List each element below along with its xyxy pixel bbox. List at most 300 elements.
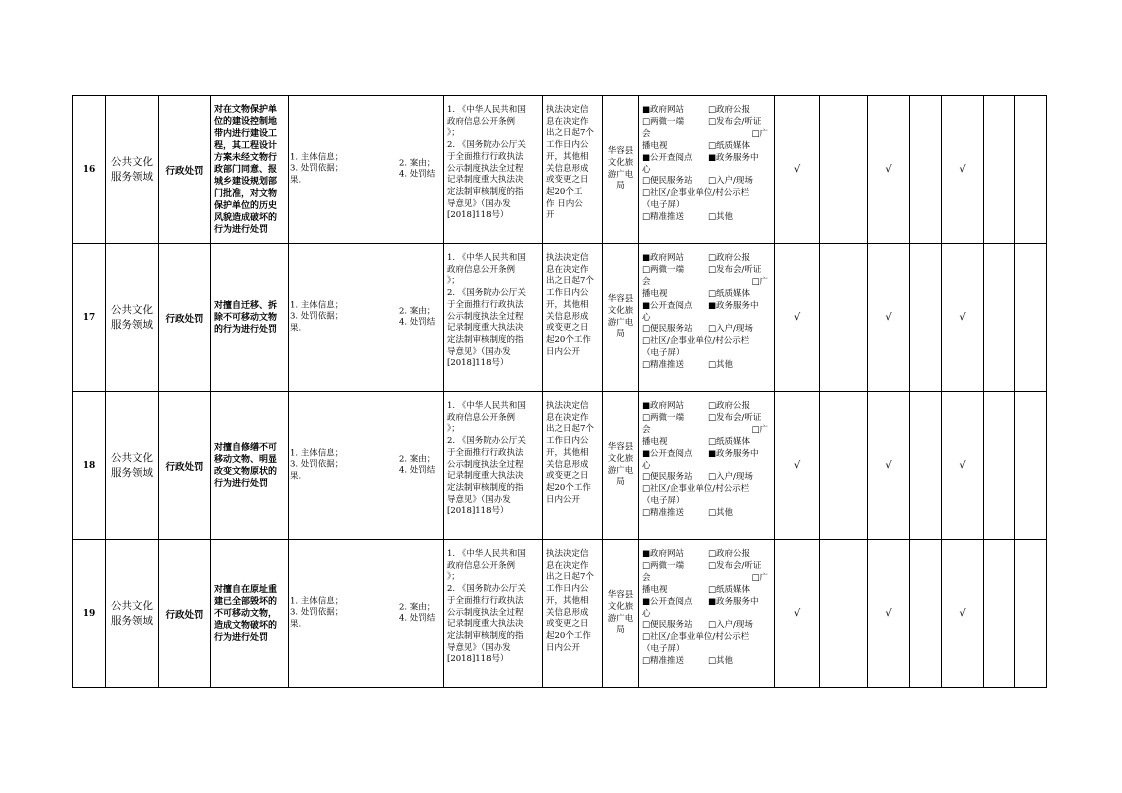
content-right — [399, 602, 435, 625]
time-line: 起20个工作 — [546, 334, 591, 345]
item-line: 风貌造成破坏的 — [214, 212, 278, 223]
check-cell — [1015, 244, 1047, 392]
channel-option: □发布会/听证 — [708, 116, 762, 127]
channel-option: （电子屏） — [642, 644, 685, 655]
channel-option: ■政府网站 — [642, 549, 685, 559]
content-line: 果. — [290, 619, 302, 630]
item-cell — [211, 392, 289, 540]
basis-line: 2. 《国务院办公厅关 — [447, 436, 526, 447]
row-number: 17 — [73, 244, 106, 392]
domain-line: 服务领域 — [111, 466, 153, 479]
subject-cell — [603, 540, 639, 688]
basis-line: 记录制度重大执法决 — [447, 471, 524, 482]
content-left — [290, 448, 343, 483]
time-line: 息在决定作 — [546, 264, 589, 275]
time-line: 日内公开 — [546, 642, 581, 653]
channel-option: □社区/企事业单位/村公示栏 — [642, 632, 750, 643]
content-cell — [289, 244, 444, 392]
channel-row — [642, 461, 772, 473]
subject-cell — [603, 244, 639, 392]
basis-line: 政府信息公开条例 — [447, 264, 516, 275]
content-line: 2. 案由； — [399, 305, 436, 316]
channel-row — [642, 413, 772, 425]
time-line: 工作日内公 — [546, 436, 589, 447]
content-line: 1. 主体信息； — [290, 595, 344, 606]
domain-line: 公共文化 — [111, 155, 153, 168]
subject-line: 华容县 — [607, 146, 634, 157]
time-line: 或变更之日 — [546, 619, 589, 630]
table-body — [73, 96, 1047, 688]
channel-option: ■公开查阅点 — [642, 300, 693, 311]
check-cell — [910, 96, 942, 244]
time-line: 日内公开 — [546, 346, 581, 357]
channel-row — [642, 336, 772, 348]
time-line: 开，其他相 — [546, 151, 589, 162]
time-line: 息在决定作 — [546, 116, 589, 127]
channel-option: □其他 — [708, 360, 734, 371]
domain-cell — [106, 244, 159, 392]
check-cell: √ — [868, 244, 910, 392]
item-line: 行为进行处罚 — [214, 632, 269, 643]
channel-row — [642, 165, 772, 177]
channel-row — [642, 313, 772, 325]
check-cell: √ — [775, 540, 820, 688]
channel-option: □精准推送 — [642, 360, 685, 371]
check-cell: √ — [868, 540, 910, 688]
item-line: 程，其工程设计 — [214, 140, 278, 151]
basis-line: 公示制度执法全过程 — [447, 607, 524, 618]
basis-line: 2. 《国务院办公厅关 — [447, 584, 526, 595]
channel-option: 播电视 — [642, 140, 668, 151]
basis-cell — [444, 96, 543, 244]
time-line: 工作日内公 — [546, 140, 589, 151]
time-limit-cell — [543, 244, 603, 392]
item-line: 政部门同意、报 — [214, 164, 278, 175]
time-line: 开，其他相 — [546, 299, 589, 310]
channel-list — [642, 253, 772, 372]
item-line: 带内进行建设工 — [214, 128, 278, 139]
subject-line: 局 — [616, 625, 625, 636]
basis-line: 》； — [447, 128, 460, 139]
check-cell — [1015, 392, 1047, 540]
time-limit-cell — [543, 392, 603, 540]
channel-option: □纸质媒体 — [708, 436, 751, 447]
content-line: 1. 主体信息； — [290, 447, 344, 458]
channel-option: □便民服务站 — [642, 176, 693, 187]
row-number: 18 — [73, 392, 106, 540]
basis-line: 》； — [447, 424, 460, 435]
content-line: 3. 处罚依据； — [290, 607, 344, 618]
channel-option: ■政务服务中 — [708, 152, 759, 163]
subject-line: 文化旅 — [607, 453, 634, 464]
channel-option: □两微一端 — [642, 412, 685, 423]
domain-cell — [106, 540, 159, 688]
item-line: 对在文物保护单 — [214, 104, 278, 115]
time-line: 起20个工作 — [546, 630, 591, 641]
subject-line: 文化旅 — [607, 157, 634, 168]
check-cell — [820, 392, 868, 540]
channel-row — [642, 585, 772, 597]
channel-cell — [639, 540, 775, 688]
channel-option: ■政府网站 — [642, 253, 685, 263]
channel-row — [642, 401, 772, 413]
basis-line: 公示制度执法全过程 — [447, 163, 524, 174]
basis-line: 记录制度重大执法决 — [447, 619, 524, 630]
channel-option: □精准推送 — [642, 508, 685, 519]
time-line: 执法决定信 — [546, 401, 589, 411]
check-cell — [820, 96, 868, 244]
channel-row — [642, 360, 772, 372]
time-line: 工作日内公 — [546, 288, 589, 299]
check-cell — [1015, 96, 1047, 244]
item-line: 改变文物原状的 — [214, 466, 278, 477]
content-line: 3. 处罚依据； — [290, 459, 344, 470]
content-cell — [289, 96, 444, 244]
item-line: 移动文物、明显 — [214, 454, 278, 465]
channel-row — [642, 141, 772, 153]
channel-option: □两微一端 — [642, 264, 685, 275]
content-cell — [289, 392, 444, 540]
channel-row — [642, 644, 772, 656]
check-cell — [910, 392, 942, 540]
channel-option: □其他 — [708, 508, 734, 519]
check-cell — [984, 392, 1015, 540]
check-cell: √ — [775, 96, 820, 244]
channel-option: □两微一端 — [642, 116, 685, 127]
basis-line: 1. 《中华人民共和国 — [447, 253, 526, 263]
channel-row — [642, 472, 772, 484]
basis-line: 》； — [447, 276, 460, 287]
subject-line: 游广电 — [607, 317, 634, 328]
time-line: 或变更之日 — [546, 471, 589, 482]
channel-option: □便民服务站 — [642, 324, 693, 335]
channel-option: ■公开查阅点 — [642, 596, 693, 607]
content-line: 果. — [290, 323, 302, 334]
channel-option: □入户/现场 — [708, 324, 753, 335]
channel-option: □入户/现场 — [708, 176, 753, 187]
channel-cell — [639, 392, 775, 540]
content-line: 2. 案由； — [399, 157, 436, 168]
subject-line: 局 — [616, 329, 625, 340]
domain-line: 服务领域 — [111, 318, 153, 331]
channel-option: □纸质媒体 — [708, 288, 751, 299]
time-line: 起20个工 — [546, 186, 583, 197]
basis-line: 定法制审核制度的指 — [447, 186, 524, 197]
basis-line: 于全面推行行政执法 — [447, 151, 524, 162]
time-line: 出之日起7个 — [546, 128, 594, 139]
channel-option: □政府公报 — [708, 253, 751, 263]
channel-option: 心 — [642, 312, 651, 323]
item-line: 造成文物破坏的 — [214, 620, 278, 631]
channel-list — [642, 105, 772, 224]
item-line: 不可移动文物， — [214, 608, 278, 619]
channel-option: 会 — [642, 128, 651, 139]
basis-line: [2018]118号） — [447, 654, 509, 665]
basis-line: 记录制度重大执法决 — [447, 175, 524, 186]
channel-option: □广 — [751, 424, 768, 435]
time-line: 执法决定信 — [546, 253, 589, 263]
subject-line: 游广电 — [607, 465, 634, 476]
channel-option: 心 — [642, 164, 651, 175]
basis-line: 记录制度重大执法决 — [447, 323, 524, 334]
time-line: 关信息形成 — [546, 311, 589, 322]
domain-cell — [106, 96, 159, 244]
channel-option: □社区/企事业单位/村公示栏 — [642, 484, 750, 495]
channel-option: □社区/企事业单位/村公示栏 — [642, 188, 750, 199]
channel-option: □发布会/听证 — [708, 560, 762, 571]
channel-row — [642, 484, 772, 496]
time-line: 出之日起7个 — [546, 572, 594, 583]
basis-line: 于全面推行行政执法 — [447, 299, 524, 310]
time-line: 作 日内公 — [546, 198, 583, 209]
domain-line: 公共文化 — [111, 303, 153, 316]
check-cell: √ — [942, 96, 984, 244]
channel-row — [642, 609, 772, 621]
domain-line: 公共文化 — [111, 451, 153, 464]
subject-cell — [603, 96, 639, 244]
item-line: 门批准，对文物 — [214, 188, 278, 199]
channel-row — [642, 265, 772, 277]
time-line: 息在决定作 — [546, 412, 589, 423]
basis-line: 公示制度执法全过程 — [447, 311, 524, 322]
channel-row — [642, 496, 772, 508]
basis-line: 1. 《中华人民共和国 — [447, 401, 526, 411]
row-number: 16 — [73, 96, 106, 244]
content-line: 1. 主体信息； — [290, 299, 344, 310]
basis-line: 导意见》（国办发 — [447, 346, 511, 357]
channel-cell — [639, 244, 775, 392]
channel-row — [642, 324, 772, 336]
basis-line: 导意见》（国办发 — [447, 494, 511, 505]
channel-option: 播电视 — [642, 288, 668, 299]
channel-row — [642, 105, 772, 117]
channel-option: ■政务服务中 — [708, 300, 759, 311]
item-line: 行为进行处罚 — [214, 478, 269, 489]
table-row — [73, 540, 1047, 688]
item-line: 保护单位的历史 — [214, 200, 278, 211]
domain-cell — [106, 392, 159, 540]
subject-line: 华容县 — [607, 442, 634, 453]
channel-option: □入户/现场 — [708, 620, 753, 631]
channel-row — [642, 348, 772, 360]
table-row — [73, 96, 1047, 244]
table-row — [73, 244, 1047, 392]
channel-row — [642, 425, 772, 437]
content-cell — [289, 540, 444, 688]
channel-option: ■公开查阅点 — [642, 152, 693, 163]
channel-option: □政府公报 — [708, 105, 751, 115]
check-cell — [1015, 540, 1047, 688]
channel-list — [642, 401, 772, 520]
content-right — [399, 158, 435, 181]
channel-option: ■政府网站 — [642, 401, 685, 411]
channel-option: □广 — [751, 572, 768, 583]
channel-option: 心 — [642, 608, 651, 619]
channel-option: （电子屏） — [642, 348, 685, 359]
content-right — [399, 306, 435, 329]
channel-option: 会 — [642, 572, 651, 583]
check-cell — [820, 540, 868, 688]
channel-option: ■政务服务中 — [708, 448, 759, 459]
check-cell — [984, 540, 1015, 688]
table-row — [73, 392, 1047, 540]
content-line: 4. 处罚结 — [399, 169, 436, 180]
time-limit-cell — [543, 540, 603, 688]
channel-row — [642, 573, 772, 585]
row-number: 19 — [73, 540, 106, 688]
content-left — [290, 300, 343, 335]
channel-row — [642, 656, 772, 668]
time-line: 或变更之日 — [546, 175, 589, 186]
subject-line: 华容县 — [607, 590, 634, 601]
channel-option: □广 — [751, 128, 768, 139]
channel-option: □精准推送 — [642, 212, 685, 223]
check-cell — [984, 96, 1015, 244]
channel-option: □政府公报 — [708, 401, 751, 411]
basis-line: 定法制审核制度的指 — [447, 482, 524, 493]
category-cell: 行政处罚 — [159, 244, 211, 392]
basis-line: 于全面推行行政执法 — [447, 595, 524, 606]
item-line: 行为进行处罚 — [214, 224, 269, 235]
time-line: 工作日内公 — [546, 584, 589, 595]
time-line: 开，其他相 — [546, 595, 589, 606]
time-line: 关信息形成 — [546, 163, 589, 174]
channel-row — [642, 437, 772, 449]
domain-line: 公共文化 — [111, 599, 153, 612]
time-limit-cell — [543, 96, 603, 244]
basis-line: 于全面推行行政执法 — [447, 447, 524, 458]
content-line: 果. — [290, 175, 302, 186]
content-line: 4. 处罚结 — [399, 613, 436, 624]
channel-option: ■政务服务中 — [708, 596, 759, 607]
time-line: 开 — [546, 210, 555, 221]
time-line: 出之日起7个 — [546, 424, 594, 435]
basis-line: 定法制审核制度的指 — [447, 334, 524, 345]
basis-line: 1. 《中华人民共和国 — [447, 549, 526, 559]
time-line: 起20个工作 — [546, 482, 591, 493]
basis-line: 导意见》（国办发 — [447, 642, 511, 653]
time-line: 日内公开 — [546, 494, 581, 505]
channel-option: □其他 — [708, 212, 734, 223]
channel-option: ■公开查阅点 — [642, 448, 693, 459]
check-cell — [910, 540, 942, 688]
time-line: 关信息形成 — [546, 459, 589, 470]
channel-row — [642, 200, 772, 212]
channel-row — [642, 301, 772, 313]
channel-list — [642, 549, 772, 668]
channel-row — [642, 508, 772, 520]
domain-line: 服务领域 — [111, 170, 153, 183]
channel-row — [642, 153, 772, 165]
time-line: 开，其他相 — [546, 447, 589, 458]
disclosure-table — [72, 95, 1047, 688]
channel-option: □广 — [751, 276, 768, 287]
subject-line: 文化旅 — [607, 601, 634, 612]
channel-option: 心 — [642, 460, 651, 471]
item-line: 方案未经文物行 — [214, 152, 278, 163]
item-line: 对擅自修缮不可 — [214, 442, 278, 453]
channel-row — [642, 277, 772, 289]
check-cell: √ — [868, 392, 910, 540]
check-cell: √ — [775, 244, 820, 392]
item-line: 的行为进行处罚 — [214, 324, 278, 335]
channel-row — [642, 212, 772, 224]
check-cell — [910, 244, 942, 392]
item-line: 除不可移动文物 — [214, 312, 278, 323]
channel-row — [642, 117, 772, 129]
item-line: 位的建设控制地 — [214, 116, 278, 127]
time-line: 执法决定信 — [546, 105, 589, 115]
channel-option: □社区/企事业单位/村公示栏 — [642, 336, 750, 347]
subject-line: 局 — [616, 181, 625, 192]
basis-line: 公示制度执法全过程 — [447, 459, 524, 470]
item-cell — [211, 540, 289, 688]
category-cell: 行政处罚 — [159, 540, 211, 688]
subject-line: 游广电 — [607, 169, 634, 180]
content-left — [290, 596, 343, 631]
channel-row — [642, 253, 772, 265]
channel-row — [642, 449, 772, 461]
subject-cell — [603, 392, 639, 540]
basis-line: 1. 《中华人民共和国 — [447, 105, 526, 115]
channel-option: □便民服务站 — [642, 620, 693, 631]
item-cell — [211, 96, 289, 244]
channel-option: 会 — [642, 424, 651, 435]
channel-row — [642, 620, 772, 632]
domain-line: 服务领域 — [111, 614, 153, 627]
channel-row — [642, 597, 772, 609]
time-line: 执法决定信 — [546, 549, 589, 559]
basis-line: 2. 《国务院办公厅关 — [447, 140, 526, 151]
content-line: 3. 处罚依据； — [290, 311, 344, 322]
content-line: 4. 处罚结 — [399, 317, 436, 328]
item-line: 建已全部毁坏的 — [214, 596, 278, 607]
check-cell: √ — [942, 540, 984, 688]
basis-line: 》； — [447, 572, 460, 583]
channel-row — [642, 129, 772, 141]
channel-option: （电子屏） — [642, 496, 685, 507]
subject-line: 局 — [616, 477, 625, 488]
basis-line: 2. 《国务院办公厅关 — [447, 288, 526, 299]
channel-option: 会 — [642, 276, 651, 287]
item-line: 对擅自在原址重 — [214, 584, 278, 595]
check-cell — [984, 244, 1015, 392]
check-cell — [820, 244, 868, 392]
channel-option: □便民服务站 — [642, 472, 693, 483]
content-left — [290, 152, 343, 187]
category-cell: 行政处罚 — [159, 96, 211, 244]
category-cell: 行政处罚 — [159, 392, 211, 540]
item-cell — [211, 244, 289, 392]
content-line: 果. — [290, 471, 302, 482]
subject-line: 文化旅 — [607, 305, 634, 316]
channel-option: □精准推送 — [642, 656, 685, 667]
check-cell: √ — [942, 244, 984, 392]
check-cell: √ — [942, 392, 984, 540]
channel-row — [642, 176, 772, 188]
channel-option: □发布会/听证 — [708, 264, 762, 275]
channel-option: □纸质媒体 — [708, 140, 751, 151]
basis-cell — [444, 392, 543, 540]
channel-option: □纸质媒体 — [708, 584, 751, 595]
channel-option: ■政府网站 — [642, 105, 685, 115]
channel-row — [642, 549, 772, 561]
check-cell: √ — [868, 96, 910, 244]
content-line: 3. 处罚依据； — [290, 163, 344, 174]
basis-line: [2018]118号） — [447, 506, 509, 517]
basis-line: [2018]118号） — [447, 358, 509, 369]
channel-option: 播电视 — [642, 436, 668, 447]
